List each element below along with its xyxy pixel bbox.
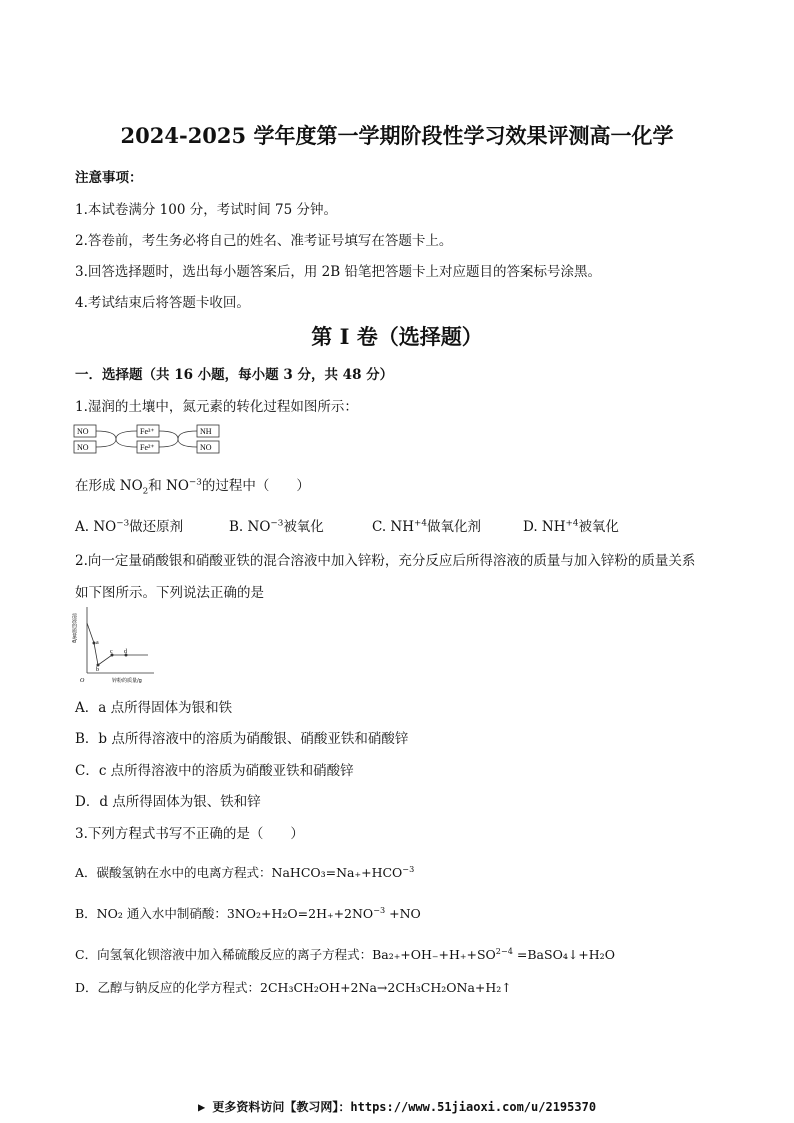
- q1-prompt: 在形成 $NO_2$和 $NO^{-3}$的过程中（ ）: [75, 477, 310, 497]
- q1-option-a[interactable]: A. $NO^{-3}$做还原剂: [75, 518, 184, 535]
- box-left-bottom: NO: [77, 443, 89, 452]
- q1-option-b[interactable]: B. $NO^{-3}$被氧化: [229, 518, 324, 535]
- q3-stem: 3.下列方程式书写不正确的是（ ）: [75, 826, 304, 842]
- chart-point-c: c: [110, 649, 113, 655]
- box-mid-bottom: Fe²⁺: [140, 443, 155, 452]
- q3-option-b[interactable]: B．NO₂ 通入水中制硝酸：$3NO_2+H_2O=2H_++2NO^{-3} +NO$: [75, 904, 421, 921]
- q1-option-c[interactable]: C. $NH^{+4}$做氧化剂: [372, 518, 481, 535]
- nitrogen-cycle-diagram: [73, 421, 223, 457]
- notice-item-2: 2.答卷前，考生务必将自己的姓名、准考证号填写在答题卡上。: [75, 233, 453, 249]
- q1-stem: 1.湿润的土壤中，氮元素的转化过程如图所示：: [75, 399, 358, 415]
- chart-ylabel: 溶液的质量/g: [71, 613, 77, 643]
- chart-xlabel: 锌粉的质量/g: [112, 678, 142, 684]
- chart-point-a: a: [96, 640, 99, 646]
- chart-point-d: d: [124, 649, 127, 655]
- q3-option-d[interactable]: D．乙醇与钠反应的化学方程式：2CH₃CH₂OH+2Na→2CH₃CH₂ONa+H₂↑: [75, 980, 512, 995]
- notice-item-1: 1.本试卷满分 100 分，考试时间 75 分钟。: [75, 202, 337, 218]
- q2-option-b[interactable]: B．b 点所得溶液中的溶质为硝酸银、硝酸亚铁和硝酸锌: [75, 731, 409, 747]
- box-mid-top: Fe³⁺: [140, 427, 155, 436]
- q2-option-a[interactable]: A．a 点所得固体为银和铁: [75, 700, 233, 716]
- q1-option-d[interactable]: D. $NH^{+4}$被氧化: [523, 518, 619, 535]
- chart-origin: O: [80, 678, 85, 684]
- box-right-top: NH: [200, 427, 212, 436]
- notice-item-3: 3.回答选择题时，选出每小题答案后，用 2B 铅笔把答题卡上对应题目的答案标号涂黑。: [75, 264, 601, 280]
- notice-heading: 注意事项：: [75, 170, 143, 186]
- q3-option-a[interactable]: A．碳酸氢钠在水中的电离方程式：$NaHCO_3=Na_++HCO^{-3}$: [75, 863, 415, 880]
- part-heading: 一．选择题（共 16 小题，每小题 3 分，共 48 分）: [75, 367, 394, 383]
- q2-option-d[interactable]: D．d 点所得固体为银、铁和锌: [75, 794, 261, 810]
- q3-option-c[interactable]: C．向氢氧化钡溶液中加入稀硫酸反应的离子方程式：$Ba_{2+}+OH_-+H_++SO^{2-4}$ =BaSO₄↓+H₂O: [75, 945, 615, 962]
- q2-line-chart: [72, 603, 162, 687]
- exam-title: 2024-2025 学年度第一学期阶段性学习效果评测高一化学: [120, 123, 674, 148]
- box-right-bottom: NO: [200, 443, 212, 452]
- box-left-top: NO: [77, 427, 89, 436]
- q2-stem-line1: 2.向一定量硝酸银和硝酸亚铁的混合溶液中加入锌粉，充分反应后所得溶液的质量与加入锌粉的质量关系: [75, 553, 696, 569]
- section-title: 第 I 卷（选择题）: [311, 324, 483, 349]
- footer-link[interactable]: ▶ 更多资料访问【教习网】：https://www.51jiaoxi.com/u/2195370: [197, 1100, 597, 1114]
- q2-option-c[interactable]: C．c 点所得溶液中的溶质为硝酸亚铁和硝酸锌: [75, 763, 354, 779]
- notice-item-4: 4.考试结束后将答题卡收回。: [75, 295, 250, 311]
- q2-stem-line2: 如下图所示。下列说法正确的是: [75, 585, 264, 601]
- chart-point-b: b: [96, 667, 99, 673]
